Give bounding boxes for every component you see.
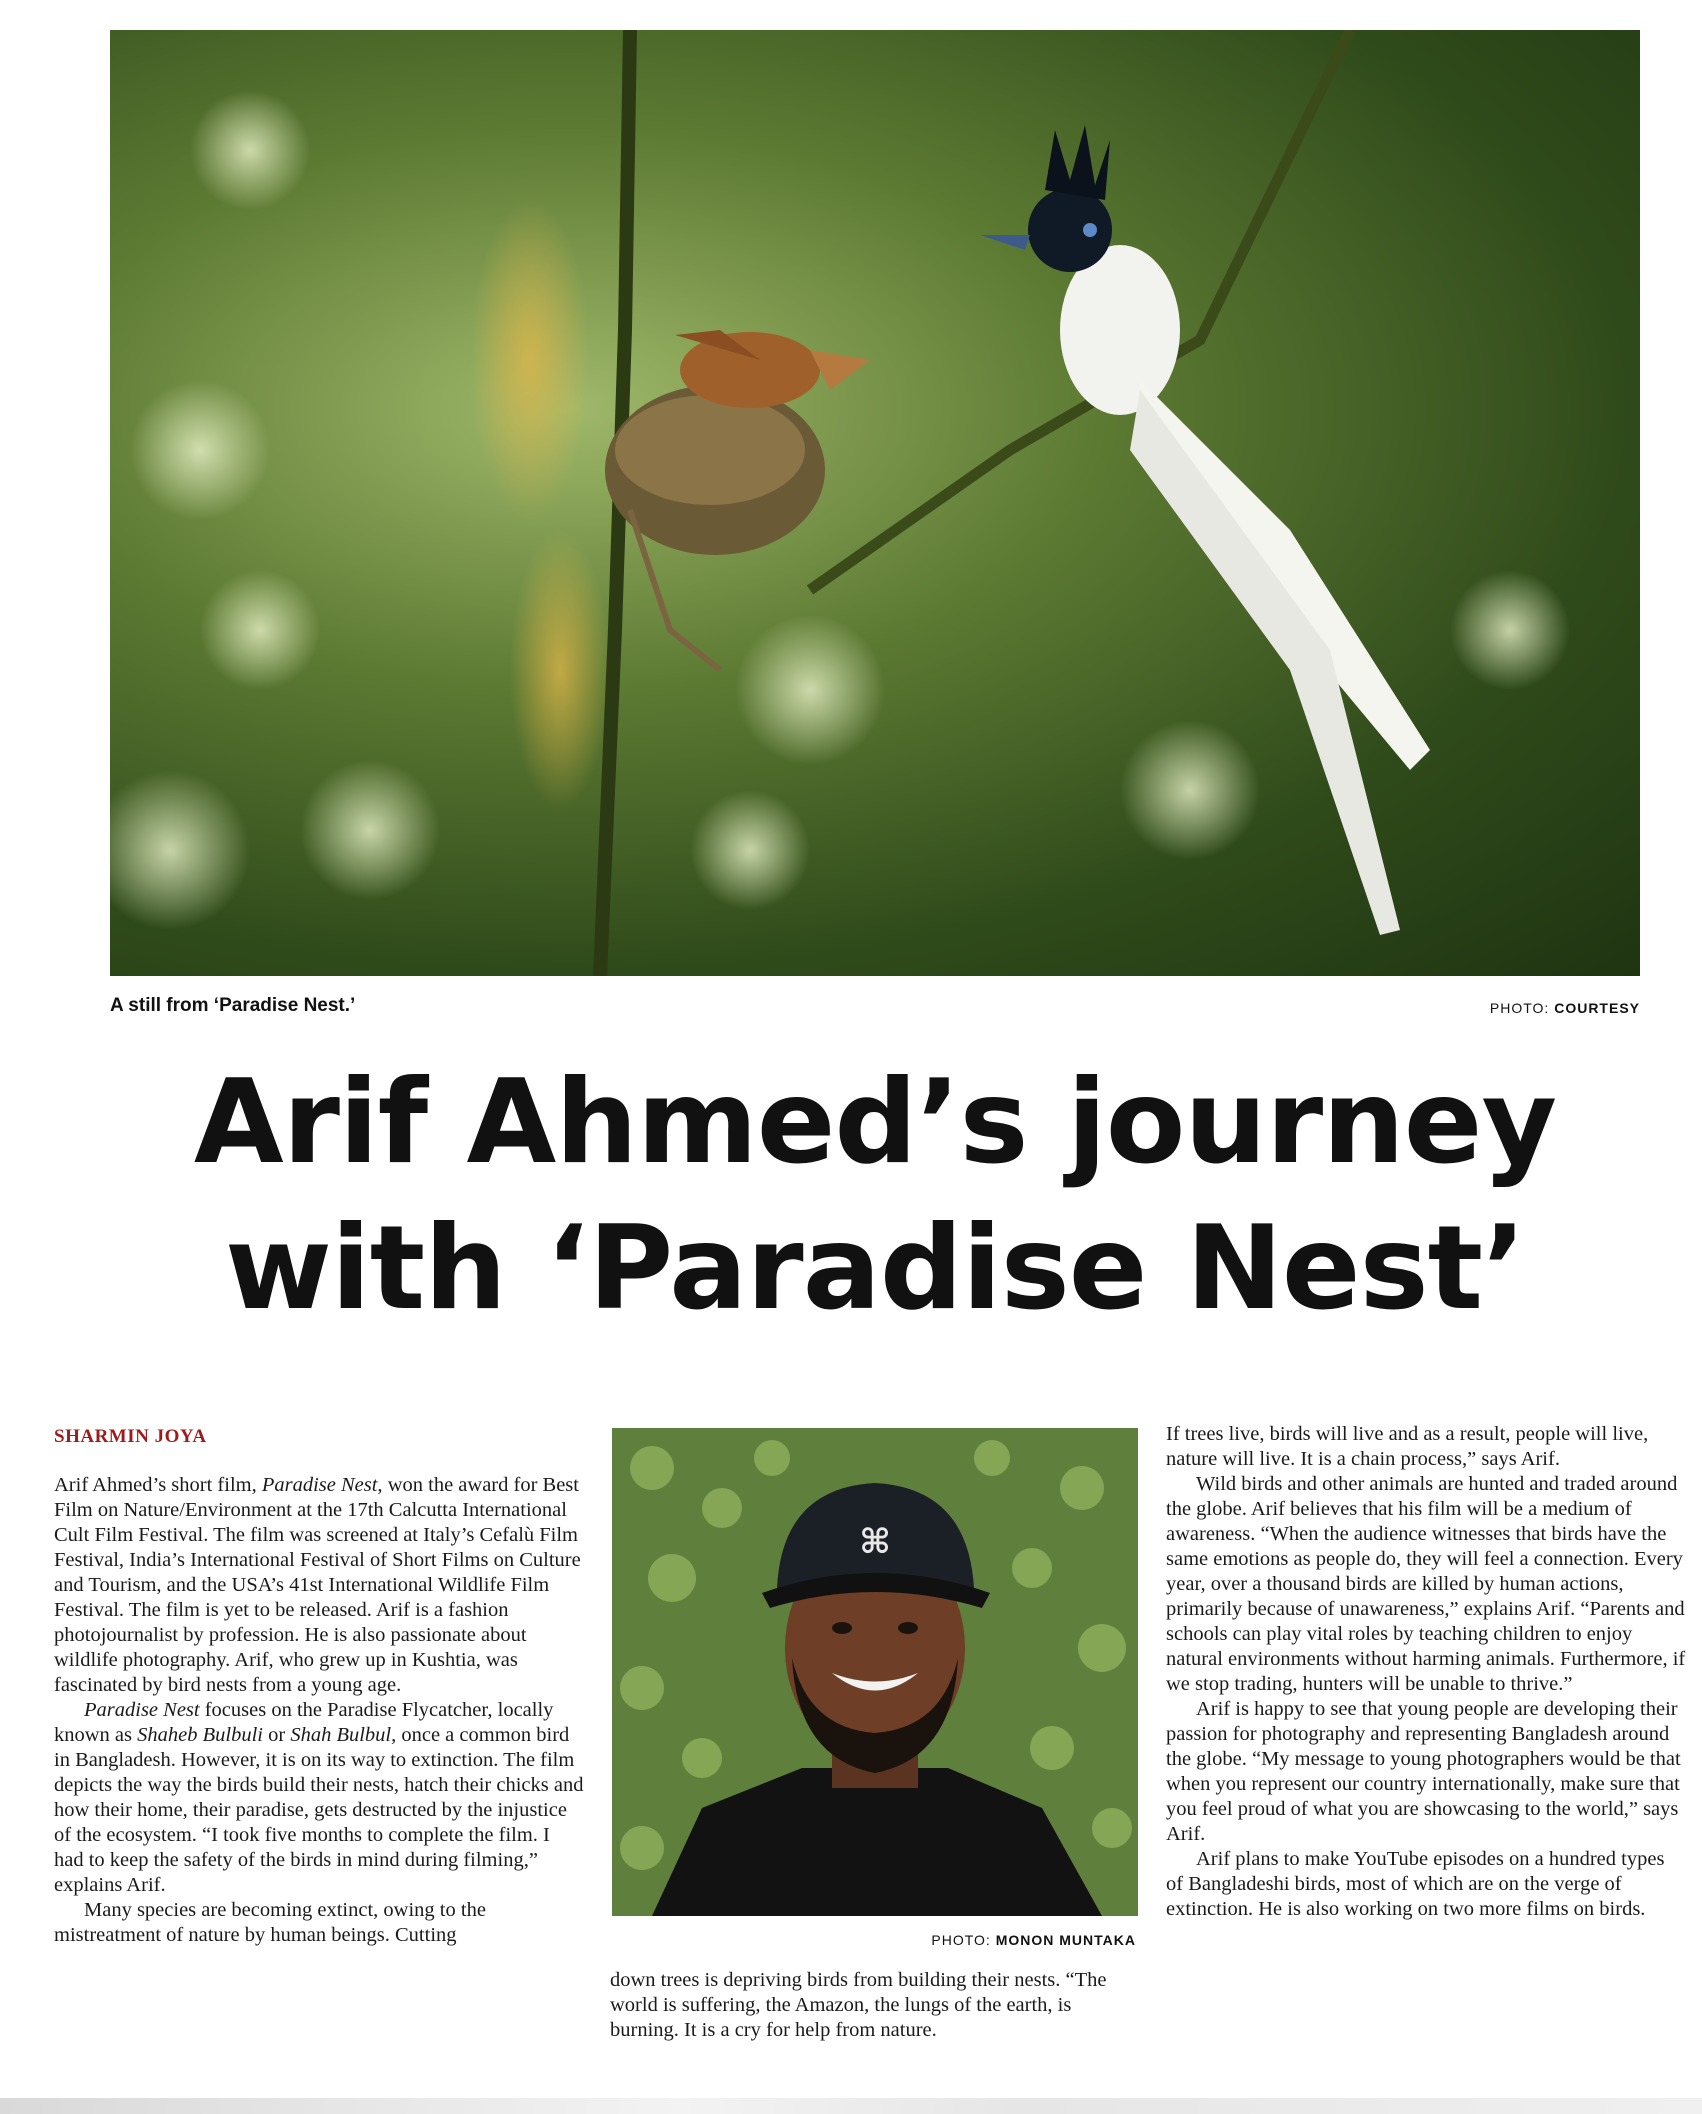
page-bottom-edge [0, 2098, 1702, 2114]
text: once a common bird in Bangladesh. However, it is on its way to extinction. The film depicts the way the birds build their nests, hatch their chicks and how their home, their paradise, gets destructed by the injustice of the ecosystem. “I took five months to complete the film. I had to keep the safety of the birds in mind during filming,” explains Arif. [54, 1724, 584, 1896]
portrait-photo-credit [931, 1932, 1136, 1948]
hero-photo-credit [1490, 1000, 1640, 1016]
film-title: Paradise Nest [84, 1699, 200, 1721]
film-title: Paradise Nest, [261, 1474, 383, 1496]
text: or [262, 1724, 291, 1746]
portrait-photo [612, 1428, 1138, 1916]
text: Arif Ahmed’s short film, [54, 1474, 262, 1496]
paragraph: down trees is depriving birds from building their nests. “The world is suffering, the Amazon, the lungs of the earth, is burning. It is a cry for help from nature. [610, 1969, 1107, 2041]
local-name: Shah Bulbul, [290, 1724, 397, 1746]
hero-photo [110, 30, 1640, 976]
headline-line-1: Arif Ahmed’s journey [193, 1055, 1557, 1190]
hero-caption: A still from ‘Paradise Nest.’ [110, 995, 356, 1016]
paragraph: Arif plans to make YouTube episodes on a hundred types of Bangladeshi birds, most of which are on the verge of extinction. He is also working on two more films on birds. [1166, 1848, 1665, 1920]
article-column-2 [610, 1968, 1140, 2043]
portrait-credit-name: MONON MUNTAKA [995, 1932, 1136, 1948]
paradise-flycatcher-illustration [110, 30, 1640, 976]
paragraph: If trees live, birds will live and as a result, people will live, nature will live. It is a chain process,” says Arif. [1166, 1423, 1649, 1470]
paragraph: Wild birds and other animals are hunted and traded around the globe. Arif believes that his film will be a medium of awareness. “When the audience witnesses that birds have the same emotions as people do, they will feel a connection. Every year, over a thousand birds are killed by human actions, primarily because of unawareness,” explains Arif. “Parents and schools can play vital roles by teaching children to enjoy natural environments without harming animals. Furthermore, if we stop trading, hunters will be unable to thrive.” [1166, 1473, 1686, 1695]
svg-text:⌘: ⌘ [859, 1522, 891, 1562]
paragraph [54, 1473, 584, 1698]
local-name: Shaheb Bulbuli [137, 1724, 263, 1746]
headline [110, 1050, 1640, 1342]
article-column-3 [1166, 1422, 1686, 1922]
hero-credit-prefix: PHOTO: [1489, 1000, 1555, 1016]
portrait-credit-prefix: PHOTO: [931, 1932, 996, 1948]
headline-line-2: with ‘Paradise Nest’ [224, 1201, 1526, 1336]
byline: SHARMIN JOYA [54, 1426, 207, 1447]
paragraph [54, 1698, 584, 1898]
paragraph: Arif is happy to see that young people are developing their passion for photography and representing Bangladesh around the globe. “My message to young photographers would be that when you represent our country internationally, make sure that you feel proud of what you are showcasing to the world,” says Arif. [1166, 1698, 1681, 1845]
text: won the award for Best Film on Nature/Environment at the 17th Calcutta International Cult Film Festival. The film was screened at Italy’s Cefalù Film Festival, India’s International Festival of Short Films on Culture and Tourism, and the USA’s 41st International Wildlife Film Festival. The film is yet to be released. Arif is a fashion photojournalist by profession. He is also passionate about wildlife photography. Arif, who grew up in Kushtia, was fascinated by bird nests from a young age. [54, 1474, 581, 1696]
hero-credit-name: COURTESY [1554, 1000, 1640, 1016]
arif-ahmed-portrait [612, 1428, 1138, 1916]
article-column-1 [54, 1473, 584, 1948]
text: focuses on the Paradise Flycatcher, locally known as [54, 1699, 554, 1746]
paragraph: Many species are becoming extinct, owing to the mistreatment of nature by human beings. Cutting [54, 1899, 486, 1946]
